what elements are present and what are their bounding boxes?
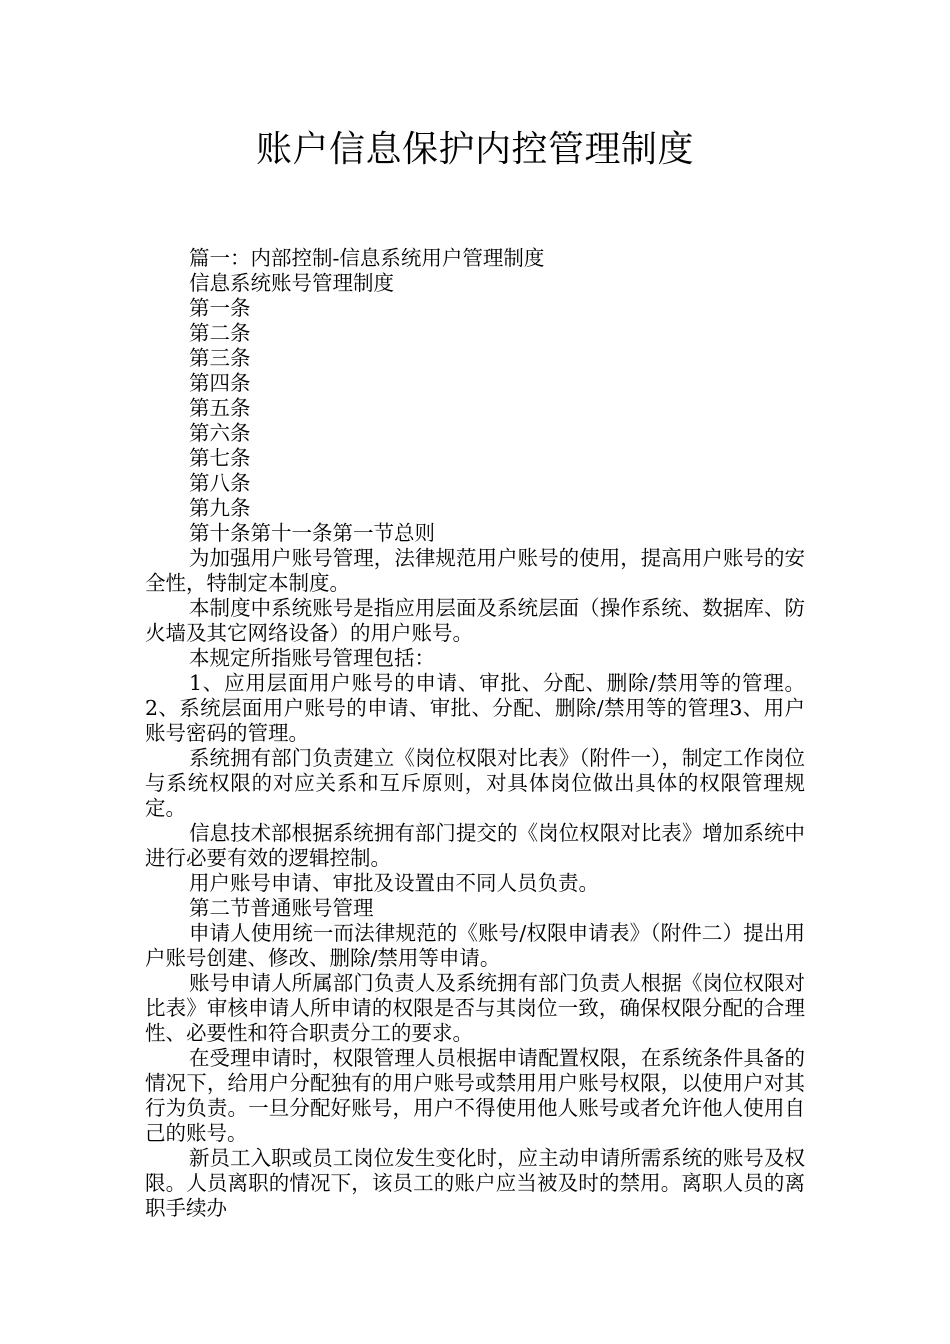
article-line: 第八条: [189, 471, 251, 495]
article-line: 第一条: [189, 296, 251, 320]
article-line: 第九条: [189, 496, 251, 520]
paragraph: 本制度中系统账号是指应用层面及系统层面（操作系统、数据库、防火墙及其它网络设备）的用户账号。: [145, 596, 805, 645]
paragraph: 系统拥有部门负责建立《岗位权限对比表》（附件一），制定工作岗位与系统权限的对应关系和互斥原则，对具体岗位做出具体的权限管理规定。: [145, 746, 805, 820]
paragraph: 申请人使用统一而法律规范的《账号/权限申请表》（附件二）提出用户账号创建、修改、删除/禁用等申请。: [145, 921, 805, 970]
article-line: 第二条: [189, 321, 251, 345]
paragraph: 账号申请人所属部门负责人及系统拥有部门负责人根据《岗位权限对比表》审核申请人所申请的权限是否与其岗位一致，确保权限分配的合理性、必要性和符合职责分工的要求。: [145, 971, 805, 1045]
paragraph: 1、应用层面用户账号的申请、审批、分配、删除/禁用等的管理。2、系统层面用户账号的申请、审批、分配、删除/禁用等的管理3、用户账号密码的管理。: [145, 671, 805, 745]
heading-line: 篇一：内部控制-信息系统用户管理制度: [189, 246, 545, 270]
section-heading-line: 第十条第十一条第一节总则: [189, 521, 435, 545]
document-body: [145, 246, 805, 1221]
paragraph: 用户账号申请、审批及设置由不同人员负责。: [189, 871, 599, 895]
paragraph: 本规定所指账号管理包括：: [189, 646, 435, 670]
paragraph: 为加强用户账号管理，法律规范用户账号的使用，提高用户账号的安全性，特制定本制度。: [145, 546, 805, 595]
article-line: 第六条: [189, 421, 251, 445]
document-title: 账户信息保护内控管理制度: [255, 129, 694, 170]
article-line: 第三条: [189, 346, 251, 370]
paragraph: 新员工入职或员工岗位发生变化时，应主动申请所需系统的账号及权限。人员离职的情况下，该员工的账户应当被及时的禁用。离职人员的离职手续办: [145, 1146, 805, 1220]
heading-line: 信息系统账号管理制度: [189, 271, 394, 295]
section-heading: 第二节普通账号管理: [189, 896, 374, 920]
article-line: 第七条: [189, 446, 251, 470]
article-line: 第五条: [189, 396, 251, 420]
paragraph: 在受理申请时，权限管理人员根据申请配置权限，在系统条件具备的情况下，给用户分配独有的用户账号或禁用用户账号权限，以使用户对其行为负责。一旦分配好账号，用户不得使用他人账号或者允许他人使用自己的账号。: [145, 1046, 805, 1145]
article-line: 第四条: [189, 371, 251, 395]
paragraph: 信息技术部根据系统拥有部门提交的《岗位权限对比表》增加系统中进行必要有效的逻辑控制。: [145, 821, 805, 870]
